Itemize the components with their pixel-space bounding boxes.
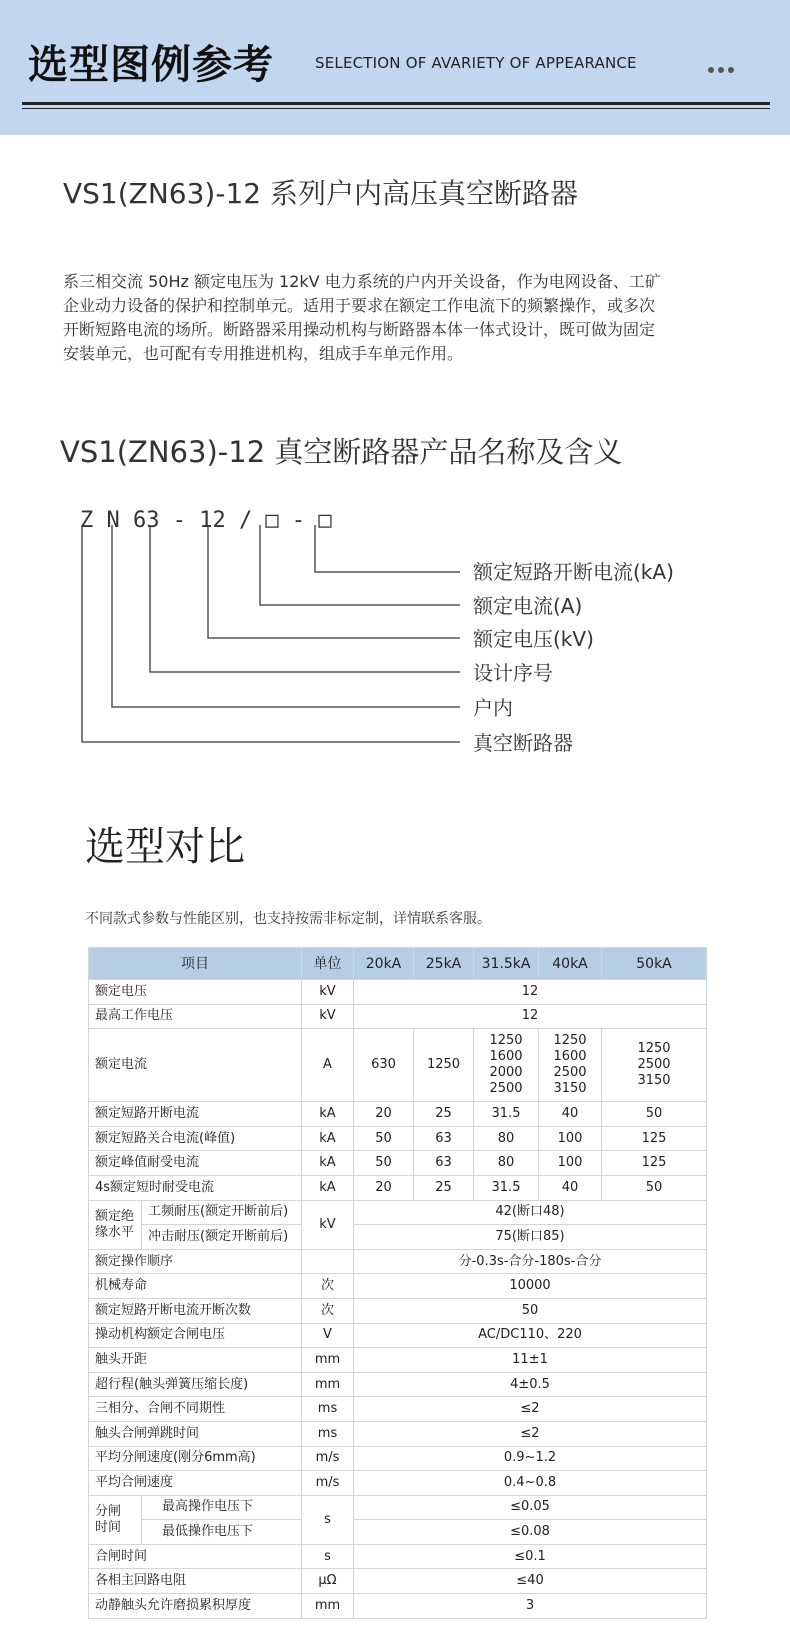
- label-rated-voltage: 额定电压(kV): [473, 627, 594, 651]
- intro-line: 系三相交流 50Hz 额定电压为 12kV 电力系统的户内开关设备，作为电网设备、工矿: [63, 272, 661, 291]
- row-unit: mm: [302, 1372, 354, 1397]
- row-unit: A: [302, 1029, 354, 1102]
- intro-line: 企业动力设备的保护和控制单元。适用于要求在额定工作电流下的频繁操作，或多次: [63, 296, 656, 315]
- table-row: [89, 1594, 707, 1619]
- more-dots-icon[interactable]: [708, 58, 742, 66]
- spec-table: [88, 947, 707, 1619]
- comparison-title: 选型对比: [85, 824, 245, 870]
- header-rule-thin: [22, 108, 770, 109]
- cell-50ka: 125: [602, 1151, 707, 1176]
- table-row-insulation: [89, 1200, 707, 1225]
- value-line: 1600: [489, 1049, 523, 1065]
- table-row: [89, 1421, 707, 1446]
- table-row: [89, 1151, 707, 1176]
- row-label: 三相分、合闸不同期性: [89, 1397, 302, 1422]
- table-row-rated-current: [89, 1029, 707, 1102]
- row-value: ≤2: [354, 1421, 707, 1446]
- table-row: [89, 1569, 707, 1594]
- sub-label: 最低操作电压下: [142, 1520, 302, 1545]
- cell-40ka: 40: [539, 1102, 602, 1127]
- row-unit: s: [302, 1495, 354, 1544]
- row-label: 触头合闸弹跳时间: [89, 1421, 302, 1446]
- table-row: [89, 1102, 707, 1127]
- row-unit: 次: [302, 1298, 354, 1323]
- row-label: 额定操作顺序: [89, 1249, 302, 1274]
- row-value: 3: [354, 1594, 707, 1619]
- row-label: 额定电流: [89, 1029, 302, 1102]
- row-value: 50: [354, 1298, 707, 1323]
- row-label: 额定短路开断电流: [89, 1102, 302, 1127]
- row-value: 12: [354, 980, 707, 1005]
- cell-25ka: 1250: [414, 1029, 474, 1102]
- row-label: 平均分闸速度(刚分6mm高): [89, 1446, 302, 1471]
- header-31-5ka: 31.5kA: [474, 948, 539, 980]
- row-value: ≤0.08: [354, 1520, 707, 1545]
- table-row: [89, 1372, 707, 1397]
- row-label: 最高工作电压: [89, 1004, 302, 1029]
- value-line: 2000: [489, 1065, 523, 1081]
- cell-25ka: 25: [414, 1102, 474, 1127]
- row-label: 操动机构额定合闸电压: [89, 1323, 302, 1348]
- header-50ka: 50kA: [602, 948, 707, 980]
- cell-20ka: 50: [354, 1126, 414, 1151]
- label-breaking-current: 额定短路开断电流(kA): [473, 560, 674, 584]
- row-value: 0.9~1.2: [354, 1446, 707, 1471]
- sub-label: 冲击耐压(额定开断前后): [142, 1225, 302, 1250]
- header-item: 项目: [89, 948, 302, 980]
- row-label: 触头开距: [89, 1348, 302, 1373]
- row-unit: [302, 1249, 354, 1274]
- row-unit: m/s: [302, 1446, 354, 1471]
- table-row: [89, 1397, 707, 1422]
- cell-50ka: 125: [602, 1126, 707, 1151]
- value-line: 2500: [553, 1065, 587, 1081]
- row-value: 分-0.3s-合分-180s-合分: [354, 1249, 707, 1274]
- cell-50ka: 50: [602, 1175, 707, 1200]
- row-label: 合闸时间: [89, 1544, 302, 1569]
- intro-line: 安装单元，也可配有专用推进机构，组成手车单元作用。: [63, 344, 464, 363]
- header-unit: 单位: [302, 948, 354, 980]
- row-label: 各相主回路电阻: [89, 1569, 302, 1594]
- row-value: ≤2: [354, 1397, 707, 1422]
- page-title: 选型图例参考: [28, 42, 274, 88]
- sub-label: 最高操作电压下: [142, 1495, 302, 1520]
- row-value: ≤0.1: [354, 1544, 707, 1569]
- row-unit: ms: [302, 1421, 354, 1446]
- cell-50ka: [602, 1029, 707, 1102]
- label-rated-current: 额定电流(A): [473, 594, 583, 618]
- table-row: [89, 980, 707, 1005]
- row-value: 42(断口48): [354, 1200, 707, 1225]
- header-rule-thick: [22, 102, 770, 105]
- value-line: 3150: [553, 1081, 587, 1097]
- row-unit: kA: [302, 1175, 354, 1200]
- group-line: 缘水平: [95, 1224, 135, 1240]
- cell-40ka: 100: [539, 1126, 602, 1151]
- row-unit: kV: [302, 1200, 354, 1249]
- table-row: [89, 1446, 707, 1471]
- row-unit: V: [302, 1323, 354, 1348]
- row-value: ≤40: [354, 1569, 707, 1594]
- value-line: 2500: [489, 1081, 523, 1097]
- cell-25ka: 25: [414, 1175, 474, 1200]
- sub-label: 工频耐压(额定开断前后): [142, 1200, 302, 1225]
- group-line: 时间: [95, 1519, 122, 1535]
- value-line: 1250: [637, 1041, 671, 1057]
- group-line: 额定绝: [95, 1208, 135, 1224]
- table-row-opening-time: [89, 1495, 707, 1520]
- row-unit: μΩ: [302, 1569, 354, 1594]
- group-label: [89, 1495, 142, 1544]
- cell-20ka: 20: [354, 1175, 414, 1200]
- value-line: 1250: [489, 1033, 523, 1049]
- cell-20ka: 50: [354, 1151, 414, 1176]
- row-unit: 次: [302, 1274, 354, 1299]
- naming-connector-lines: [60, 500, 760, 790]
- value-line: 1250: [553, 1033, 587, 1049]
- header-banner: [0, 0, 790, 135]
- table-row: [89, 1323, 707, 1348]
- row-unit: kV: [302, 980, 354, 1005]
- row-label: 超行程(触头弹簧压缩长度): [89, 1372, 302, 1397]
- row-value: 11±1: [354, 1348, 707, 1373]
- group-label: [89, 1200, 142, 1249]
- cell-50ka: 50: [602, 1102, 707, 1127]
- row-value: 4±0.5: [354, 1372, 707, 1397]
- row-label: 额定短路开断电流开断次数: [89, 1298, 302, 1323]
- table-row-insulation-2: [89, 1225, 707, 1250]
- cell-40ka: 100: [539, 1151, 602, 1176]
- intro-title: VS1(ZN63)-12 系列户内高压真空断路器: [63, 177, 578, 210]
- row-unit: mm: [302, 1594, 354, 1619]
- cell-20ka: 20: [354, 1102, 414, 1127]
- table-row: [89, 1471, 707, 1496]
- row-label: 额定峰值耐受电流: [89, 1151, 302, 1176]
- row-label: 额定电压: [89, 980, 302, 1005]
- row-unit: mm: [302, 1348, 354, 1373]
- cell-25ka: 63: [414, 1126, 474, 1151]
- table-row: [89, 1004, 707, 1029]
- cell-31-5ka: 31.5: [474, 1175, 539, 1200]
- value-line: 2500: [637, 1057, 671, 1073]
- cell-25ka: 63: [414, 1151, 474, 1176]
- row-unit: ms: [302, 1397, 354, 1422]
- header-20ka: 20kA: [354, 948, 414, 980]
- table-header-row: [89, 948, 707, 980]
- row-unit: kV: [302, 1004, 354, 1029]
- row-label: 4s额定短时耐受电流: [89, 1175, 302, 1200]
- cell-31-5ka: 31.5: [474, 1102, 539, 1127]
- table-row: [89, 1298, 707, 1323]
- cell-40ka: [539, 1029, 602, 1102]
- table-row: [89, 1249, 707, 1274]
- comparison-note: 不同款式参数与性能区别，也支持按需非标定制，详情联系客服。: [85, 911, 491, 927]
- table-row-opening-time-2: [89, 1520, 707, 1545]
- table-row: [89, 1126, 707, 1151]
- row-value: 12: [354, 1004, 707, 1029]
- row-value: ≤0.05: [354, 1495, 707, 1520]
- header-40ka: 40kA: [539, 948, 602, 980]
- intro-line: 开断短路电流的场所。断路器采用操动机构与断路器本体一体式设计，既可做为固定: [63, 320, 656, 339]
- value-line: 3150: [637, 1073, 671, 1089]
- intro-paragraph: [63, 270, 733, 366]
- row-unit: kA: [302, 1126, 354, 1151]
- row-unit: kA: [302, 1151, 354, 1176]
- row-label: 平均合闸速度: [89, 1471, 302, 1496]
- cell-31-5ka: [474, 1029, 539, 1102]
- table-row: [89, 1544, 707, 1569]
- group-line: 分闸: [95, 1503, 122, 1519]
- row-label: 动静触头允许磨损累积厚度: [89, 1594, 302, 1619]
- header-25ka: 25kA: [414, 948, 474, 980]
- cell-31-5ka: 80: [474, 1126, 539, 1151]
- row-value: 10000: [354, 1274, 707, 1299]
- label-indoor: 户内: [473, 696, 513, 720]
- cell-40ka: 40: [539, 1175, 602, 1200]
- value-line: 1600: [553, 1049, 587, 1065]
- row-value: 0.4~0.8: [354, 1471, 707, 1496]
- row-value: AC/DC110、220: [354, 1323, 707, 1348]
- row-value: 75(断口85): [354, 1225, 707, 1250]
- cell-20ka: 630: [354, 1029, 414, 1102]
- row-unit: s: [302, 1544, 354, 1569]
- cell-31-5ka: 80: [474, 1151, 539, 1176]
- naming-title: VS1(ZN63)-12 真空断路器产品名称及含义: [60, 435, 623, 469]
- row-unit: kA: [302, 1102, 354, 1127]
- label-vacuum-breaker: 真空断路器: [473, 731, 573, 755]
- row-unit: m/s: [302, 1471, 354, 1496]
- model-code: Z N 63 - 12 / □ - □: [80, 508, 332, 533]
- row-label: 机械寿命: [89, 1274, 302, 1299]
- label-design-serial: 设计序号: [473, 661, 553, 685]
- row-label: 额定短路关合电流(峰值): [89, 1126, 302, 1151]
- page-subtitle: SELECTION OF AVARIETY OF APPEARANCE: [315, 54, 637, 72]
- table-row: [89, 1348, 707, 1373]
- table-row: [89, 1175, 707, 1200]
- table-row: [89, 1274, 707, 1299]
- naming-diagram: [60, 500, 760, 790]
